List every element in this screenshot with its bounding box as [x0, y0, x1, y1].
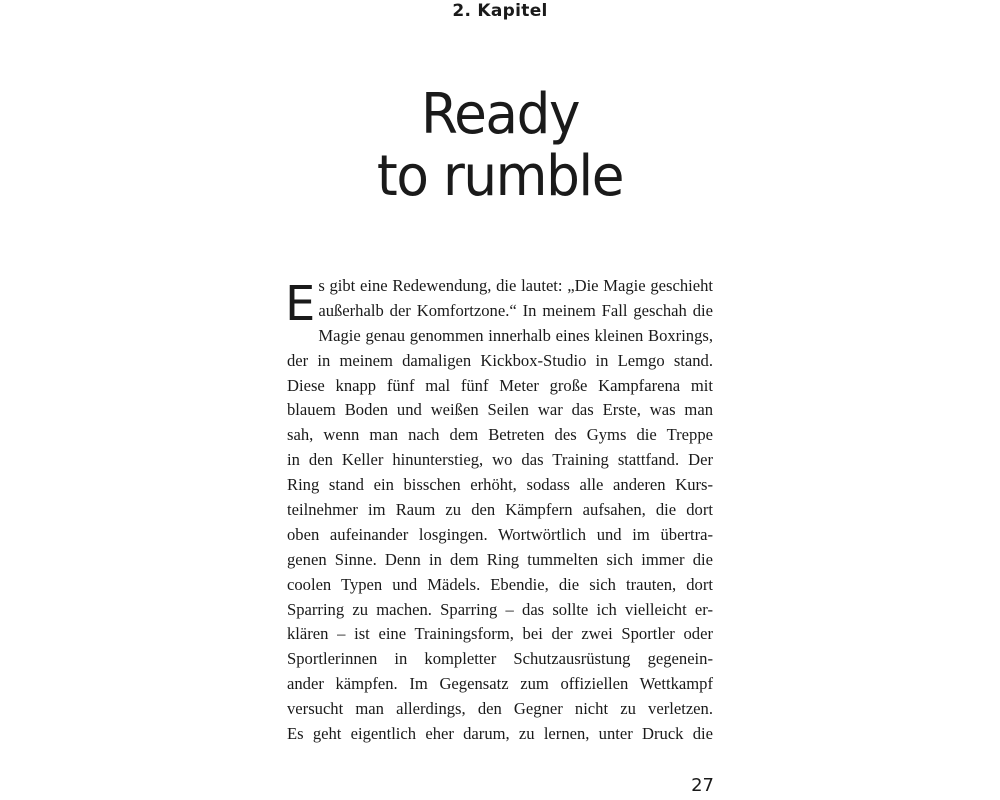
- text-line: s gibt eine Redewendung, die lautet: „Die Magie geschieht: [318, 276, 713, 295]
- text-line: blauem Boden und weißen Seilen war das Erste, was man: [287, 400, 713, 420]
- chapter-title: [25, 84, 975, 208]
- text-line: Sparring zu machen. Sparring – das sollte ich vielleicht er-: [287, 599, 713, 619]
- text-line: oben aufeinander losgingen. Wortwörtlich und im übertra-: [287, 524, 713, 544]
- text-line: der in meinem damaligen Kickbox-Studio in Lemgo stand.: [287, 350, 713, 370]
- text-line: Ring stand ein bisschen erhöht, sodass alle anderen Kurs-: [287, 475, 713, 495]
- text-line: Es geht eigentlich eher darum, zu lernen, unter Druck die: [287, 724, 713, 744]
- text-line: teilnehmer im Raum zu den Kämpfern aufsahen, die dort: [287, 500, 713, 520]
- text-line: in den Keller hinunterstieg, wo das Training stattfand. Der: [287, 450, 713, 470]
- chapter-label: 2. Kapitel: [452, 1, 548, 21]
- text-line: sah, wenn man nach dem Betreten des Gyms die Treppe: [287, 425, 713, 445]
- text-line: ander kämpfen. Im Gegensatz zum offiziellen Wettkampf: [287, 674, 713, 694]
- drop-cap: E: [285, 276, 316, 332]
- chapter-title-line-2: to rumble: [376, 144, 624, 209]
- text-line: klären – ist eine Trainingsform, bei der zwei Sportler oder: [287, 624, 713, 644]
- text-line: versucht man allerdings, den Gegner nicht zu verletzen.: [287, 699, 713, 719]
- text-line: genen Sinne. Denn in dem Ring tummelten sich immer die: [287, 549, 713, 569]
- text-line: Sportlerinnen in kompletter Schutzausrüstung gegenein-: [287, 649, 713, 669]
- chapter-title-line-1: Ready: [420, 82, 580, 147]
- text-line: Diese knapp fünf mal fünf Meter große Kampfarena mit: [287, 375, 713, 395]
- page-number: 27: [691, 775, 714, 796]
- body-text: [287, 274, 713, 747]
- text-line: coolen Typen und Mädels. Ebendie, die sich trauten, dort: [287, 574, 713, 594]
- text-line: außerhalb der Komfortzone.“ In meinem Fall geschah die: [318, 300, 713, 320]
- text-line: Magie genau genommen innerhalb eines kleinen Boxrings,: [318, 325, 713, 345]
